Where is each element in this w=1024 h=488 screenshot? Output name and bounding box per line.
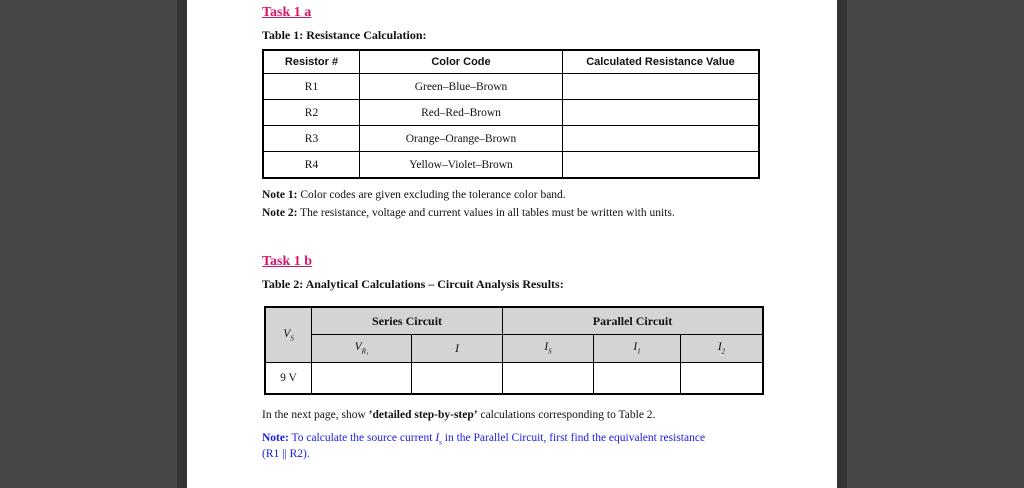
resistance-value-cell [563,100,760,126]
i-value-cell [412,363,503,395]
col-header-resistor: Resistor # [263,50,360,74]
is-subscript: S [548,347,552,356]
note-line-2: (R1 || R2). [262,448,310,461]
color-code-cell: Yellow–Violet–Brown [360,152,563,179]
col-vr1 [312,335,412,363]
resistor-cell: R3 [263,126,360,152]
color-code-cell: Red–Red–Brown [360,100,563,126]
col-i2 [681,335,764,363]
resistance-value-cell [563,152,760,179]
i2-symbol: I [717,341,722,354]
is-value-cell [503,363,594,395]
note-2-text: The resistance, voltage and current values in all tables must be written with units. [297,207,675,219]
vr1-subscript: R₁ [361,347,369,356]
task-1a-title: Task 1 a [262,5,312,20]
i1-symbol: I [633,341,638,354]
instruction-pre: In the next page, show [262,409,369,421]
resistor-cell: R1 [263,74,360,100]
note-2 [262,207,675,219]
circuit-analysis-table [264,306,764,395]
col-is [503,335,594,363]
table-row [263,126,759,152]
table2-caption: Table 2: Analytical Calculations – Circuit Analysis Results: [262,277,564,291]
note-text-b: in the Parallel Circuit, first find the equivalent resistance [441,432,706,444]
table-row [263,100,759,126]
instruction-text [262,409,655,421]
note-1-text: Color codes are given excluding the tolerance color band. [297,189,566,201]
col-i [412,335,503,363]
col-header-resistance-value: Calculated Resistance Value [563,50,760,74]
note-symbol: I [435,432,440,444]
table-row [263,74,759,100]
i1-subscript: 1 [637,347,641,356]
instruction-post: calculations corresponding to Table 2. [477,409,656,421]
note-1 [262,189,566,201]
resistor-cell: R4 [263,152,360,179]
table1-caption: Table 1: Resistance Calculation: [262,28,427,42]
vr1-symbol: V [354,341,362,354]
viewer-right-margin [837,0,1024,488]
note-label: Note: [262,432,289,444]
color-code-cell: Orange–Orange–Brown [360,126,563,152]
vs-subscript: S [290,334,294,343]
instruction-bold: ’detailed step-by-step’ [368,409,478,421]
note-text-a: To calculate the source current [288,432,436,444]
note-1-label: Note 1: [262,189,298,201]
resistance-value-cell [563,126,760,152]
note-subscript: s [439,438,442,447]
vs-header [265,307,312,363]
resistance-table [262,49,760,179]
document-page [187,0,837,488]
i1-value-cell [594,363,681,395]
col-header-color-code: Color Code [360,50,563,74]
table-row [263,152,759,179]
col-i1 [594,335,681,363]
resistor-cell: R2 [263,100,360,126]
task-1b-title: Task 1 b [262,254,313,269]
is-symbol: I [544,341,549,354]
vs-value-cell: 9 V [265,363,312,395]
i-symbol: I [455,342,459,355]
note-source-current [262,432,762,460]
i2-value-cell [681,363,764,395]
resistance-value-cell [563,74,760,100]
note-2-label: Note 2: [262,207,298,219]
color-code-cell: Green–Blue–Brown [360,74,563,100]
vs-symbol: V [283,327,291,340]
viewer-left-margin [0,0,187,488]
i2-subscript: 2 [721,347,726,356]
series-circuit-header: Series Circuit [312,307,503,335]
parallel-circuit-header: Parallel Circuit [503,307,764,335]
table-row [265,363,763,395]
vr1-value-cell [312,363,412,395]
